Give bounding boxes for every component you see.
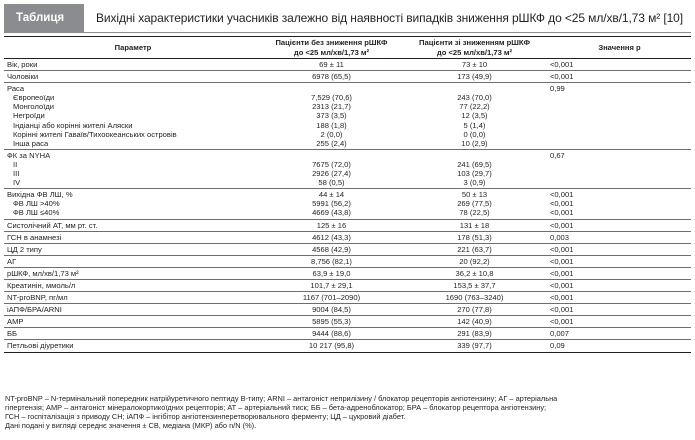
p-value-cell	[547, 83, 691, 150]
cell-line: 3 (0,9)	[463, 178, 486, 188]
cell-line: 78 (22,5)	[459, 208, 490, 218]
cell-line: 10 (2,9)	[461, 138, 488, 148]
cell-line	[264, 84, 399, 93]
table-row	[4, 59, 691, 71]
no-decline-cell	[261, 71, 401, 83]
decline-cell	[401, 316, 547, 328]
param-cell	[4, 219, 261, 231]
cell-line: 4669 (43,8)	[312, 208, 351, 218]
no-decline-cell	[261, 267, 401, 279]
cell-line: 101,7 ± 29,1	[310, 280, 353, 290]
table-row	[4, 267, 691, 279]
cell-line: <0,001	[550, 268, 574, 278]
cell-line: 0,007	[550, 329, 570, 339]
cell-line: 178 (51,3)	[457, 232, 492, 242]
param-cell	[4, 255, 261, 267]
table-row	[4, 83, 691, 150]
cell-line: 44 ± 14	[318, 190, 345, 200]
no-decline-cell	[261, 255, 401, 267]
cell-line: рШКФ, мл/хв/1,73 м²	[7, 268, 79, 278]
p-value-cell	[547, 292, 691, 304]
cell-line: <0,001	[550, 60, 574, 69]
table-row	[4, 189, 691, 219]
p-value-cell	[547, 231, 691, 243]
param-cell	[4, 279, 261, 291]
header-no-decline: Пацієнти без зниження рШКФ до <25 мл/хв/1,73 м²	[261, 37, 401, 59]
cell-line	[404, 84, 545, 93]
cell-line: <0,001	[550, 220, 574, 230]
table-row	[4, 279, 691, 291]
cell-line: 5895 (55,3)	[312, 317, 351, 327]
cell-line: 221 (63,7)	[457, 244, 492, 254]
decline-cell	[401, 328, 547, 340]
table-row	[4, 340, 691, 352]
cell-line: 142 (40,9)	[457, 317, 492, 327]
decline-cell	[401, 189, 547, 219]
cell-line: 73 ± 10	[461, 60, 488, 69]
cell-line: Раса	[7, 84, 25, 94]
cell-line: іАПФ/БРА/ARNI	[7, 305, 62, 315]
p-value-cell	[547, 316, 691, 328]
no-decline-cell	[261, 59, 401, 71]
param-cell	[4, 71, 261, 83]
param-cell	[4, 83, 261, 150]
cell-line: <0,001	[550, 244, 574, 254]
cell-line: 173 (49,9)	[457, 72, 492, 82]
param-cell	[4, 304, 261, 316]
cell-line: <0,001	[550, 190, 574, 200]
decline-cell	[401, 219, 547, 231]
cell-line: 7675 (72,0)	[312, 159, 351, 169]
decline-cell	[401, 231, 547, 243]
decline-cell	[401, 149, 547, 188]
cell-line: ФВ ЛШ ≤40%	[13, 208, 60, 218]
cell-line: Петльові діуретики	[7, 341, 74, 351]
cell-line: II	[13, 159, 18, 169]
decline-cell	[401, 71, 547, 83]
p-value-cell	[547, 243, 691, 255]
table-row	[4, 304, 691, 316]
table-row	[4, 255, 691, 267]
table-row	[4, 149, 691, 188]
cell-line: 6978 (65,5)	[312, 72, 351, 82]
cell-line: IV	[13, 178, 21, 188]
cell-line: 5991 (56,2)	[312, 199, 351, 209]
p-value-cell	[547, 255, 691, 267]
cell-line: Європеоїди	[13, 93, 55, 103]
cell-line: 0 (0,0)	[463, 129, 486, 139]
cell-line: 103 (29,7)	[457, 169, 492, 179]
cell-line: Вік, роки	[7, 60, 38, 69]
cell-line: АМР	[7, 317, 24, 327]
cell-line: 241 (69,5)	[457, 159, 492, 169]
p-value-cell	[547, 340, 691, 352]
cell-line: 269 (77,5)	[457, 199, 492, 209]
cell-line: 153,5 ± 37,7	[453, 280, 496, 290]
cell-line: 2926 (27,4)	[312, 169, 351, 179]
p-value-cell	[547, 279, 691, 291]
characteristics-table	[4, 36, 691, 353]
table-row	[4, 328, 691, 340]
param-cell	[4, 59, 261, 71]
decline-cell	[401, 304, 547, 316]
header-decline: Пацієнти зі зниженням рШКФ до <25 мл/хв/1,73 м²	[401, 37, 547, 59]
cell-line: Індіанці або корінні жителі Аляски	[13, 120, 133, 130]
cell-line: ФК за NYHA	[7, 150, 51, 160]
table-row	[4, 231, 691, 243]
no-decline-cell	[261, 340, 401, 352]
table-body	[4, 59, 691, 353]
p-value-cell	[547, 189, 691, 219]
footnote-line: ГСН – госпіталізація з приводу СН; іАПФ – інгібітор ангіотензинперетворювального ферменту; ЦД – цукровий діабет.	[5, 411, 406, 421]
decline-cell	[401, 267, 547, 279]
cell-line: <0,001	[550, 208, 574, 218]
p-value-cell	[547, 267, 691, 279]
cell-line: Чоловіки	[7, 72, 39, 82]
table-footnote	[5, 395, 691, 431]
cell-line: 2 (0,0)	[320, 129, 343, 139]
cell-line: 255 (2,4)	[316, 138, 347, 148]
cell-line: 4612 (43,3)	[312, 232, 351, 242]
decline-cell	[401, 340, 547, 352]
cell-line: 243 (70,0)	[457, 93, 492, 103]
cell-line: Вихідна ФВ ЛШ, %	[7, 190, 73, 200]
no-decline-cell	[261, 316, 401, 328]
decline-cell	[401, 83, 547, 150]
cell-line: 50 ± 13	[461, 190, 488, 200]
param-cell	[4, 149, 261, 188]
cell-line: 270 (77,8)	[457, 305, 492, 315]
param-cell	[4, 340, 261, 352]
cell-line: 2313 (21,7)	[312, 102, 351, 112]
table-row	[4, 292, 691, 304]
p-value-cell	[547, 328, 691, 340]
p-value-cell	[547, 219, 691, 231]
cell-line: ГСН в анамнезі	[7, 232, 62, 242]
footnote-line: NT-proBNP – N-термінальний попередник натрійуретичного пептиду B-типу; ARNI – антагоніст неприлізину / блокатор рецепторів ангіотензину; АГ – артеріальна	[5, 394, 558, 403]
cell-line: Інша раса	[13, 138, 49, 148]
decline-cell	[401, 292, 547, 304]
no-decline-cell	[261, 304, 401, 316]
cell-line: ФВ ЛШ >40%	[13, 199, 60, 209]
cell-line: 188 (1,8)	[316, 120, 347, 130]
footnote-line: Дані подані у вигляді середнє значення ± СВ, медіана (МКР) або n/N (%).	[5, 420, 257, 430]
cell-line: 0,67	[550, 150, 565, 160]
no-decline-cell	[261, 292, 401, 304]
cell-line: 4568 (42,9)	[312, 244, 351, 254]
cell-line: ЦД 2 типу	[7, 244, 42, 254]
cell-line: 63,9 ± 19,0	[312, 268, 351, 278]
cell-line: <0,001	[550, 256, 574, 266]
caption-divider	[4, 32, 691, 33]
cell-line: <0,001	[550, 317, 574, 327]
cell-line: 7,529 (70,6)	[311, 93, 352, 103]
cell-line: 291 (83,9)	[457, 329, 492, 339]
no-decline-cell	[261, 243, 401, 255]
p-value-cell	[547, 149, 691, 188]
cell-line: <0,001	[550, 293, 574, 303]
param-cell	[4, 243, 261, 255]
cell-line: 9444 (88,6)	[312, 329, 351, 339]
cell-line: 36,2 ± 10,8	[455, 268, 494, 278]
header-parameter: Параметр	[4, 37, 261, 59]
cell-line: ББ	[7, 329, 17, 339]
decline-cell	[401, 255, 547, 267]
no-decline-cell	[261, 328, 401, 340]
table-row	[4, 219, 691, 231]
cell-line: Монголоїди	[13, 102, 55, 112]
cell-line	[404, 151, 545, 160]
cell-line: 9004 (84,5)	[312, 305, 351, 315]
table-row	[4, 71, 691, 83]
param-cell	[4, 189, 261, 219]
cell-line: 0,99	[550, 84, 565, 94]
decline-cell	[401, 279, 547, 291]
cell-line: 58 (0,5)	[318, 178, 345, 188]
no-decline-cell	[261, 231, 401, 243]
param-cell	[4, 267, 261, 279]
cell-line: <0,001	[550, 199, 574, 209]
cell-line: 0,09	[550, 341, 565, 351]
cell-line: Негроїди	[13, 111, 45, 121]
cell-line: 10 217 (95,8)	[308, 341, 355, 351]
table-row	[4, 316, 691, 328]
decline-cell	[401, 59, 547, 71]
cell-line: <0,001	[550, 280, 574, 290]
cell-line: <0,001	[550, 305, 574, 315]
cell-line: 125 ± 16	[316, 220, 347, 230]
p-value-cell	[547, 304, 691, 316]
cell-line: III	[13, 169, 20, 179]
param-cell	[4, 328, 261, 340]
cell-line: 1167 (701–2090)	[302, 293, 361, 303]
no-decline-cell	[261, 189, 401, 219]
table-number-label: Таблиця 1.	[4, 4, 84, 32]
p-value-cell	[547, 59, 691, 71]
cell-line: 5 (1,4)	[463, 120, 486, 130]
no-decline-cell	[261, 149, 401, 188]
table-title: Вихідні характеристики учасників залежно від наявності випадків зниження рШКФ до <25 мл/хв/1,73 м² [10]	[96, 11, 683, 25]
cell-line: <0,001	[550, 72, 574, 82]
cell-line: Систолічний АТ, мм рт. ст.	[7, 220, 98, 230]
cell-line	[264, 151, 399, 160]
cell-line: Корінні жителі Гаваїв/Тихоокеанських островів	[13, 129, 177, 139]
decline-cell	[401, 243, 547, 255]
no-decline-cell	[261, 279, 401, 291]
table-header-row	[4, 37, 691, 59]
cell-line: 77 (22,2)	[459, 102, 490, 112]
cell-line: 339 (97,7)	[457, 341, 492, 351]
table-row	[4, 243, 691, 255]
header-p-value: Значення p	[547, 37, 691, 59]
cell-line: NT-proBNP, пг/мл	[7, 293, 68, 303]
p-value-cell	[547, 71, 691, 83]
param-cell	[4, 231, 261, 243]
cell-line: 12 (3,5)	[461, 111, 488, 121]
cell-line: 373 (3,5)	[316, 111, 347, 121]
param-cell	[4, 316, 261, 328]
cell-line: 131 ± 18	[459, 220, 490, 230]
cell-line: 8,756 (82,1)	[311, 256, 352, 266]
param-cell	[4, 292, 261, 304]
no-decline-cell	[261, 219, 401, 231]
cell-line: АГ	[7, 256, 17, 266]
cell-line: 1690 (763–3240)	[445, 293, 504, 303]
cell-line: Креатинін, ммоль/л	[7, 280, 76, 290]
no-decline-cell	[261, 83, 401, 150]
cell-line: 0,003	[550, 232, 570, 242]
footnote-line: гіпертензія; АМР – антагоніст мінералокортикоїдних рецепторів; АТ – артеріальний тиск; ББ – бета-адреноблокатор; БРА – блокатор рецептора ангіотензину;	[5, 402, 547, 412]
cell-line: 20 (92,2)	[459, 256, 490, 266]
cell-line: 69 ± 11	[319, 60, 344, 69]
